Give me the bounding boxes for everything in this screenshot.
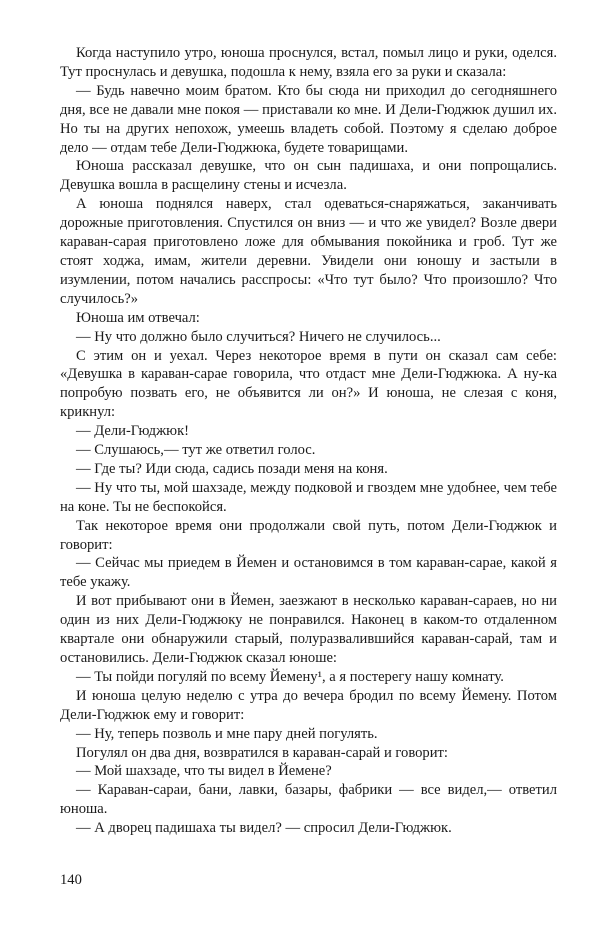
paragraph-12: Так некоторое время они продолжали свой путь, потом Дели-Гюджюк и говорит: — [60, 517, 557, 553]
paragraph-6: — Ну что должно было случиться? Ничего не случилось... — [76, 328, 441, 345]
paragraph-19: — Мой шахзаде, что ты видел в Йемене? — [76, 763, 332, 780]
paragraph-1: Когда наступило утро, юноша проснулся, встал, помыл лицо и руки, оделся. Тут проснулась и девушка, подошла к нему, взяла его за руки и сказала: — [60, 45, 557, 80]
paragraph-3: Юноша рассказал девушке, что он сын падишаха, и они попрощались. Девушка вошла в расщелину стены и исчезла. — [60, 158, 557, 194]
page-number: 140 — [60, 872, 82, 888]
paragraph-8: — Дели-Гюджюк! — [76, 423, 190, 440]
paragraph-13: — Сейчас мы приедем в Йемен и остановимся в том караван-сарае, какой я тебе укажу. — [60, 555, 557, 591]
paragraph-2: — Будь навечно моим братом. Кто бы сюда ни приходил до сегодняшнего дня, все не давали мне покоя — приставали ко мне. И Дели-Гюджюк душил их. Но ты на других непохож, умеешь владеть собой. Поэтому я сделаю доброе дело — отдам тебе Дели-Гюджюка, будете товарищами. — [60, 82, 557, 156]
paragraph-4: А юноша поднялся наверх, стал одеваться-снаряжаться, заканчивать дорожные приготовления. Спустился он вниз — и что же увидел? Возле двери караван-сарая приготовлено ложе для обмывания покойника и гроб. Тут же стоят ходжа, имам, жители деревни. Увидели они юношу и застыли в изумлении, потом начались расспросы: «Что тут было? Что произошло? Что случилось?» — [60, 196, 557, 307]
page-text — [60, 44, 557, 838]
paragraph-5: Юноша им отвечал: — [76, 309, 200, 326]
paragraph-20: — Караван-сараи, бани, лавки, базары, фабрики — все видел,— ответил юноша. — [60, 782, 557, 818]
paragraph-16: И юноша целую неделю с утра до вечера бродил по всему Йемену. Потом Дели-Гюджюк ему и говорит: — [60, 687, 557, 723]
paragraph-17: — Ну, теперь позволь и мне пару дней погулять. — [76, 725, 378, 742]
paragraph-18: Погулял он два дня, возвратился в караван-сарай и говорит: — [76, 744, 448, 761]
paragraph-15: — Ты пойди погуляй по всему Йемену¹, а я постерегу нашу комнату. — [76, 668, 504, 685]
paragraph-21: — А дворец падишаха ты видел? — спросил Дели-Гюджюк. — [76, 820, 452, 837]
paragraph-7: С этим он и уехал. Через некоторое время в пути он сказал сам себе: «Девушка в караван-сарае говорила, что отдаст мне Дели-Гюджюка. А ну-ка попробую позвать его, не объявится ли он?» И юноша, не слезая с коня, крикнул: — [60, 347, 557, 421]
paragraph-11: — Ну что ты, мой шахзаде, между подковой и гвоздем мне удобнее, чем тебе на коне. Ты не беспокойся. — [60, 479, 557, 515]
paragraph-14: И вот прибывают они в Йемен, заезжают в несколько караван-сараев, но ни один из них Дели-Гюджюку не понравился. Наконец в каком-то отдаленном квартале они обнаружили старый, полуразвалившийся караван-сарай, там и остановились. Дели-Гюджюк сказал юноше: — [60, 593, 557, 666]
paragraph-9: — Слушаюсь,— тут же ответил голос. — [76, 442, 316, 459]
paragraph-10: — Где ты? Иди сюда, садись позади меня на коня. — [76, 460, 388, 477]
